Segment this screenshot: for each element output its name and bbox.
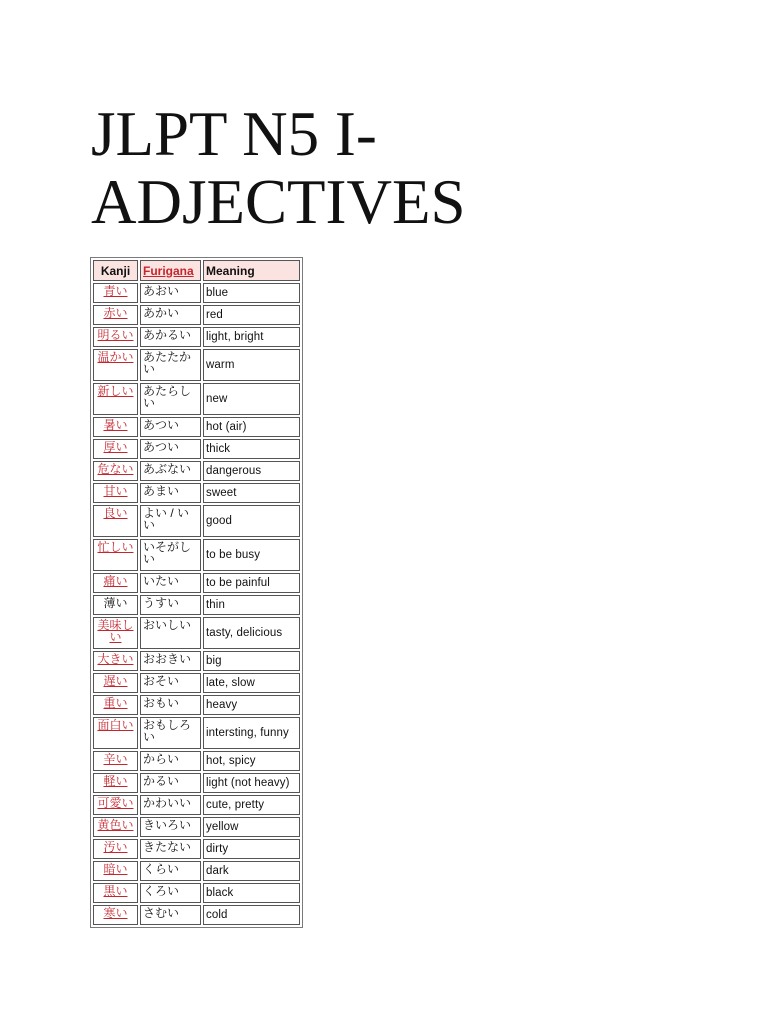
furigana-cell: あつい (140, 417, 201, 437)
table-row (93, 883, 300, 903)
table-row (93, 817, 300, 837)
column-header-furigana-link[interactable]: Furigana (140, 260, 201, 281)
furigana-cell: きたない (140, 839, 201, 859)
table-body (93, 283, 300, 925)
furigana-cell: さむい (140, 905, 201, 925)
kanji-link[interactable]: 良い (93, 505, 138, 537)
table-row (93, 327, 300, 347)
kanji-link[interactable]: 温かい (93, 349, 138, 381)
table-row (93, 651, 300, 671)
table-row (93, 795, 300, 815)
table-row (93, 695, 300, 715)
meaning-cell: blue (203, 283, 300, 303)
table-row (93, 751, 300, 771)
kanji-link[interactable]: 面白い (93, 717, 138, 749)
page-title: JLPT N5 I-ADJECTIVES (91, 99, 466, 237)
meaning-cell: light (not heavy) (203, 773, 300, 793)
kanji-link[interactable]: 痛い (93, 573, 138, 593)
meaning-cell: cold (203, 905, 300, 925)
furigana-cell: いたい (140, 573, 201, 593)
meaning-cell: late, slow (203, 673, 300, 693)
kanji-link[interactable]: 汚い (93, 839, 138, 859)
meaning-cell: thin (203, 595, 300, 615)
furigana-cell: からい (140, 751, 201, 771)
meaning-cell: hot (air) (203, 417, 300, 437)
table-row (93, 539, 300, 571)
kanji-link[interactable]: 厚い (93, 439, 138, 459)
kanji-link[interactable]: 赤い (93, 305, 138, 325)
kanji-link[interactable]: 暗い (93, 861, 138, 881)
table-row (93, 595, 300, 615)
table-row (93, 773, 300, 793)
meaning-cell: new (203, 383, 300, 415)
meaning-cell: tasty, delicious (203, 617, 300, 649)
kanji-link[interactable]: 軽い (93, 773, 138, 793)
furigana-cell: うすい (140, 595, 201, 615)
kanji-link[interactable]: 寒い (93, 905, 138, 925)
meaning-cell: intersting, funny (203, 717, 300, 749)
meaning-cell: cute, pretty (203, 795, 300, 815)
table-header-row (93, 260, 300, 281)
meaning-cell: hot, spicy (203, 751, 300, 771)
furigana-cell: くろい (140, 883, 201, 903)
furigana-cell: おいしい (140, 617, 201, 649)
kanji-link[interactable]: 辛い (93, 751, 138, 771)
furigana-cell: あたたかい (140, 349, 201, 381)
kanji-link[interactable]: 危ない (93, 461, 138, 481)
meaning-cell: thick (203, 439, 300, 459)
meaning-cell: dangerous (203, 461, 300, 481)
furigana-cell: あつい (140, 439, 201, 459)
table-row (93, 439, 300, 459)
table-row (93, 417, 300, 437)
table-row (93, 717, 300, 749)
table-row (93, 861, 300, 881)
kanji-link[interactable]: 黄色い (93, 817, 138, 837)
table-row (93, 617, 300, 649)
furigana-cell: よい / いい (140, 505, 201, 537)
table-row (93, 573, 300, 593)
furigana-cell: おおきい (140, 651, 201, 671)
table-row (93, 505, 300, 537)
kanji-link[interactable]: 重い (93, 695, 138, 715)
kanji-link[interactable]: 甘い (93, 483, 138, 503)
kanji-link[interactable]: 青い (93, 283, 138, 303)
meaning-cell: dark (203, 861, 300, 881)
meaning-cell: sweet (203, 483, 300, 503)
furigana-cell: あかるい (140, 327, 201, 347)
furigana-cell: おそい (140, 673, 201, 693)
kanji-link[interactable]: 大きい (93, 651, 138, 671)
furigana-cell: きいろい (140, 817, 201, 837)
meaning-cell: heavy (203, 695, 300, 715)
meaning-cell: yellow (203, 817, 300, 837)
kanji-link[interactable]: 美味しい (93, 617, 138, 649)
kanji-link[interactable]: 新しい (93, 383, 138, 415)
kanji-link[interactable]: 忙しい (93, 539, 138, 571)
table-row (93, 383, 300, 415)
table-row (93, 673, 300, 693)
table-row (93, 905, 300, 925)
meaning-cell: light, bright (203, 327, 300, 347)
table-row (93, 839, 300, 859)
adjectives-table (90, 257, 303, 928)
meaning-cell: black (203, 883, 300, 903)
kanji-cell: 薄い (93, 595, 138, 615)
furigana-cell: くらい (140, 861, 201, 881)
table-row (93, 349, 300, 381)
meaning-cell: to be painful (203, 573, 300, 593)
furigana-cell: いそがしい (140, 539, 201, 571)
furigana-cell: かるい (140, 773, 201, 793)
furigana-cell: おもい (140, 695, 201, 715)
table-row (93, 305, 300, 325)
meaning-cell: dirty (203, 839, 300, 859)
meaning-cell: to be busy (203, 539, 300, 571)
meaning-cell: big (203, 651, 300, 671)
kanji-link[interactable]: 可愛い (93, 795, 138, 815)
kanji-link[interactable]: 明るい (93, 327, 138, 347)
furigana-cell: あぶない (140, 461, 201, 481)
furigana-cell: あおい (140, 283, 201, 303)
meaning-cell: warm (203, 349, 300, 381)
column-header-kanji: Kanji (93, 260, 138, 281)
furigana-cell: あかい (140, 305, 201, 325)
meaning-cell: good (203, 505, 300, 537)
furigana-cell: おもしろい (140, 717, 201, 749)
column-header-meaning: Meaning (203, 260, 300, 281)
kanji-link[interactable]: 暑い (93, 417, 138, 437)
table-row (93, 483, 300, 503)
meaning-cell: red (203, 305, 300, 325)
table-row (93, 461, 300, 481)
kanji-link[interactable]: 遅い (93, 673, 138, 693)
kanji-link[interactable]: 黒い (93, 883, 138, 903)
furigana-cell: あたらしい (140, 383, 201, 415)
table-row (93, 283, 300, 303)
furigana-cell: かわいい (140, 795, 201, 815)
furigana-cell: あまい (140, 483, 201, 503)
